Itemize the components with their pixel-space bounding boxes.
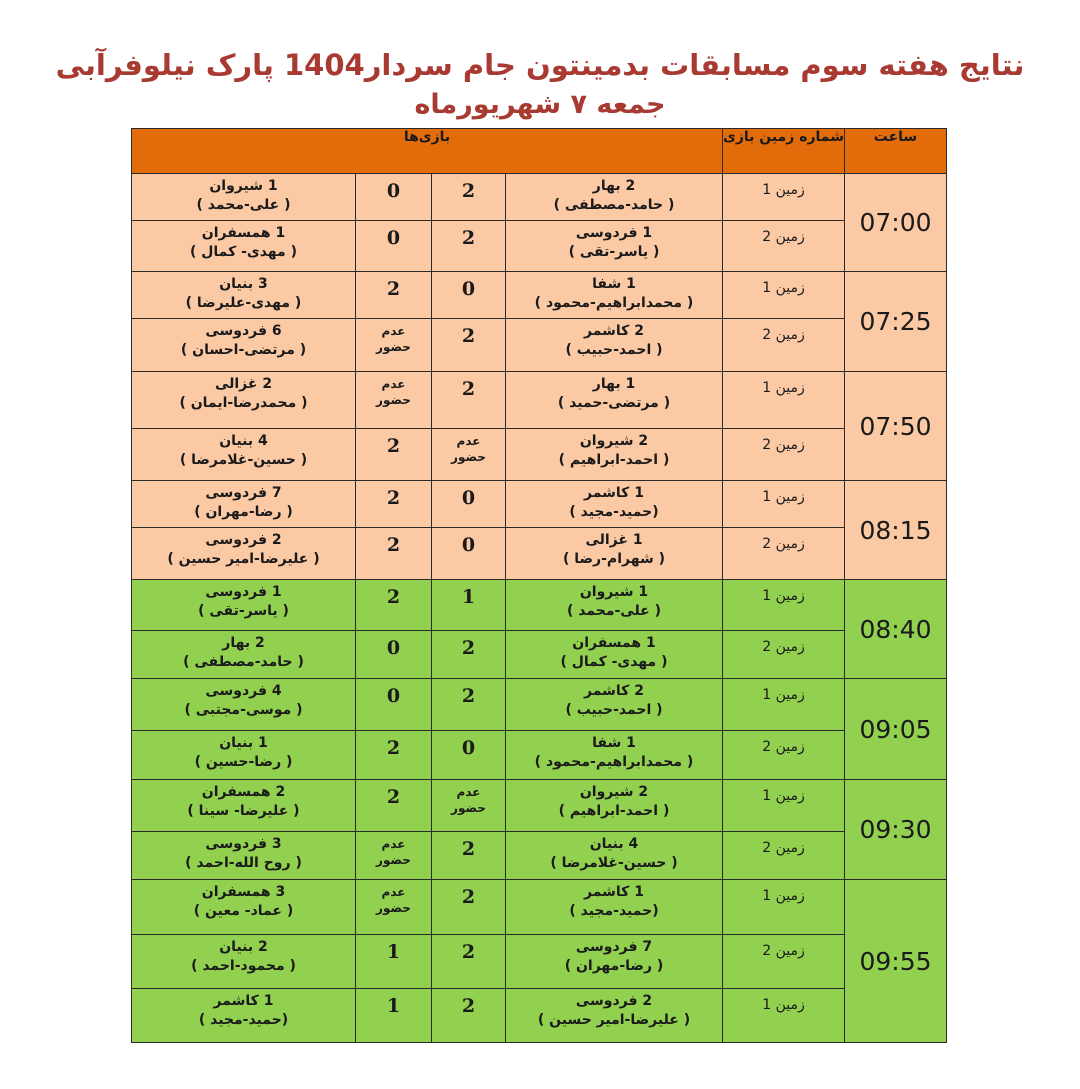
- absent-label: عدم حضور: [356, 832, 432, 880]
- away-team: [132, 731, 356, 780]
- team-name: 2 شیروان: [579, 784, 649, 800]
- team-players: ( حامد-مصطفی ): [183, 654, 304, 670]
- away-team: [132, 832, 356, 880]
- team-name: 2 غزالی: [214, 376, 273, 392]
- absent-label: عدم حضور: [356, 880, 432, 935]
- team-name: 7 فردوسی: [575, 939, 653, 955]
- home-team: [506, 319, 723, 372]
- team-name: 1 بنیان: [219, 735, 268, 751]
- home-team: [506, 679, 723, 731]
- score: 2: [432, 880, 506, 935]
- time-cell: 09:05: [845, 679, 947, 780]
- team-name: 2 کاشمر: [584, 683, 644, 699]
- away-team: [132, 679, 356, 731]
- score: 2: [356, 780, 432, 832]
- court-cell: زمین 1: [723, 174, 845, 221]
- match-row: [132, 880, 947, 935]
- team-name: 4 بنیان: [219, 433, 268, 449]
- team-players: ( علی-محمد ): [566, 603, 662, 619]
- absent-label: عدم حضور: [432, 429, 506, 481]
- team-players: ( شهرام-رضا ): [563, 551, 665, 567]
- team-name: 4 فردوسی: [205, 683, 282, 699]
- away-team: [132, 481, 356, 528]
- match-row: [132, 679, 947, 731]
- time-cell: 09:30: [845, 780, 947, 880]
- team-players: ( علی-محمد ): [196, 197, 291, 213]
- score: 2: [432, 935, 506, 989]
- team-players: ( محمدابراهیم-محمود ): [534, 295, 694, 311]
- time-cell: 08:15: [845, 481, 947, 580]
- score: 0: [356, 174, 432, 221]
- team-name: 1 شفا: [592, 735, 636, 751]
- team-players: ( مهدی- کمال ): [190, 244, 297, 260]
- team-name: 1 شیروان: [209, 178, 278, 194]
- score: 0: [432, 481, 506, 528]
- team-name: 1 کاشمر: [584, 884, 644, 900]
- score: 1: [356, 989, 432, 1043]
- time-cell: 07:25: [845, 272, 947, 372]
- team-name: 4 بنیان: [589, 836, 639, 852]
- score: 2: [432, 989, 506, 1043]
- team-players: ( حسین-غلامرضا ): [550, 855, 678, 871]
- page-title: نتایج هفته سوم مسابقات بدمینتون جام سردار1404 پارک نیلوفرآبی: [55, 48, 1025, 82]
- match-row: [132, 372, 947, 429]
- away-team: [132, 780, 356, 832]
- score: 2: [432, 631, 506, 679]
- court-cell: زمین 2: [723, 631, 845, 679]
- match-row: [132, 935, 947, 989]
- home-team: [506, 880, 723, 935]
- score: 0: [432, 528, 506, 580]
- team-name: 1 فردوسی: [575, 225, 653, 241]
- team-players: ( محمدابراهیم-محمود ): [534, 754, 694, 770]
- team-players: (حمید-مجید ): [569, 504, 659, 520]
- match-row: [132, 631, 947, 679]
- team-players: ( مهدی- کمال ): [560, 654, 668, 670]
- team-players: ( یاسر-تقی ): [568, 244, 660, 260]
- score: 2: [356, 731, 432, 780]
- match-row: [132, 221, 947, 272]
- court-cell: زمین 1: [723, 580, 845, 631]
- away-team: [132, 429, 356, 481]
- team-players: ( محمدرضا-ایمان ): [179, 395, 308, 411]
- team-players: ( رضا-حسین ): [194, 754, 293, 770]
- team-name: 7 فردوسی: [205, 485, 282, 501]
- team-name: 2 شیروان: [579, 433, 649, 449]
- court-cell: زمین 2: [723, 221, 845, 272]
- home-team: [506, 372, 723, 429]
- team-name: 1 فردوسی: [205, 584, 282, 600]
- home-team: [506, 780, 723, 832]
- score: 0: [356, 631, 432, 679]
- team-name: 1 کاشمر: [213, 993, 274, 1009]
- team-players: ( علیرضا-امیر حسین ): [167, 551, 320, 567]
- score: 2: [356, 580, 432, 631]
- home-team: [506, 631, 723, 679]
- score: 2: [356, 429, 432, 481]
- team-players: (حمید-مجید ): [569, 903, 659, 919]
- team-players: ( مهدی-علیرضا ): [185, 295, 302, 311]
- home-team: [506, 429, 723, 481]
- match-row: [132, 481, 947, 528]
- team-name: 2 فردوسی: [575, 993, 653, 1009]
- match-row: [132, 832, 947, 880]
- team-name: 2 بنیان: [219, 939, 268, 955]
- team-players: ( عماد- معین ): [193, 903, 294, 919]
- court-cell: زمین 2: [723, 319, 845, 372]
- match-row: [132, 174, 947, 221]
- court-cell: زمین 1: [723, 880, 845, 935]
- score: 2: [356, 272, 432, 319]
- team-name: 2 کاشمر: [584, 323, 644, 339]
- header-time: ساعت: [845, 129, 947, 174]
- court-cell: زمین 1: [723, 679, 845, 731]
- team-name: 1 همسفران: [201, 225, 286, 241]
- team-name: 2 همسفران: [201, 784, 286, 800]
- team-players: ( علیرضا-امیر حسین ): [537, 1012, 691, 1028]
- score: 2: [356, 481, 432, 528]
- team-name: 2 بهار: [222, 635, 265, 651]
- match-row: [132, 989, 947, 1043]
- results-body: [132, 174, 947, 1043]
- away-team: [132, 880, 356, 935]
- score: 0: [356, 221, 432, 272]
- match-row: [132, 429, 947, 481]
- team-players: ( رضا-مهران ): [194, 504, 293, 520]
- court-cell: زمین 2: [723, 429, 845, 481]
- match-row: [132, 272, 947, 319]
- time-cell: 07:00: [845, 174, 947, 272]
- home-team: [506, 832, 723, 880]
- team-players: ( احمد-حبیب ): [565, 342, 663, 358]
- team-players: ( محمود-احمد ): [191, 958, 296, 974]
- team-name: 1 شیروان: [579, 584, 649, 600]
- match-row: [132, 780, 947, 832]
- team-name: 1 کاشمر: [584, 485, 644, 501]
- page-subtitle: جمعه ۷ شهریورماه: [414, 89, 666, 120]
- team-players: ( احمد-ابراهیم ): [558, 803, 670, 819]
- score: 1: [356, 935, 432, 989]
- court-cell: زمین 1: [723, 481, 845, 528]
- time-cell: 08:40: [845, 580, 947, 679]
- away-team: [132, 372, 356, 429]
- team-name: 1 شفا: [592, 276, 636, 292]
- score: 0: [356, 679, 432, 731]
- away-team: [132, 631, 356, 679]
- score: 2: [432, 174, 506, 221]
- home-team: [506, 272, 723, 319]
- court-cell: زمین 1: [723, 989, 845, 1043]
- header-court: شماره زمین بازی: [723, 129, 845, 174]
- time-cell: 07:50: [845, 372, 947, 481]
- team-name: 2 فردوسی: [205, 532, 282, 548]
- score: 0: [432, 272, 506, 319]
- team-players: ( حامد-مصطفی ): [553, 197, 675, 213]
- team-players: ( احمد-حبیب ): [565, 702, 663, 718]
- absent-label: عدم حضور: [432, 780, 506, 832]
- results-table: [131, 128, 947, 1043]
- court-cell: زمین 2: [723, 731, 845, 780]
- court-cell: زمین 2: [723, 935, 845, 989]
- home-team: [506, 580, 723, 631]
- score: 2: [432, 372, 506, 429]
- team-players: ( روح الله-احمد ): [185, 855, 302, 871]
- team-name: 1 بهار: [592, 376, 636, 392]
- court-cell: زمین 1: [723, 372, 845, 429]
- away-team: [132, 935, 356, 989]
- score: 0: [432, 731, 506, 780]
- court-cell: زمین 2: [723, 528, 845, 580]
- away-team: [132, 174, 356, 221]
- team-name: 2 بهار: [592, 178, 636, 194]
- time-cell: 09:55: [845, 880, 947, 1043]
- home-team: [506, 935, 723, 989]
- court-cell: زمین 1: [723, 780, 845, 832]
- match-row: [132, 731, 947, 780]
- team-name: 3 بنیان: [219, 276, 268, 292]
- team-players: ( رضا-مهران ): [564, 958, 664, 974]
- home-team: [506, 174, 723, 221]
- score: 1: [432, 580, 506, 631]
- home-team: [506, 731, 723, 780]
- team-players: ( مرتضی-احسان ): [180, 342, 307, 358]
- score: 2: [432, 679, 506, 731]
- team-name: 3 همسفران: [201, 884, 286, 900]
- score: 2: [432, 221, 506, 272]
- home-team: [506, 481, 723, 528]
- home-team: [506, 528, 723, 580]
- team-name: 1 غزالی: [585, 532, 643, 548]
- absent-label: عدم حضور: [356, 319, 432, 372]
- team-players: ( احمد-ابراهیم ): [558, 452, 670, 468]
- away-team: [132, 221, 356, 272]
- score: 2: [432, 832, 506, 880]
- team-name: 6 فردوسی: [205, 323, 282, 339]
- header-row: [132, 129, 947, 174]
- absent-label: عدم حضور: [356, 372, 432, 429]
- match-row: [132, 319, 947, 372]
- away-team: [132, 580, 356, 631]
- away-team: [132, 989, 356, 1043]
- away-team: [132, 272, 356, 319]
- score: 2: [356, 528, 432, 580]
- home-team: [506, 221, 723, 272]
- court-cell: زمین 2: [723, 832, 845, 880]
- team-players: ( علیرضا- سینا ): [187, 803, 300, 819]
- team-players: ( یاسر-تقی ): [198, 603, 289, 619]
- header-games: بازی‌ها: [132, 129, 723, 174]
- court-cell: زمین 1: [723, 272, 845, 319]
- team-players: ( مرتضی-حمید ): [557, 395, 671, 411]
- home-team: [506, 989, 723, 1043]
- team-name: 3 فردوسی: [205, 836, 282, 852]
- match-row: [132, 528, 947, 580]
- team-players: (حمید-مجید ): [198, 1012, 289, 1028]
- team-players: ( موسی-مجتبی ): [184, 702, 303, 718]
- away-team: [132, 528, 356, 580]
- score: 2: [432, 319, 506, 372]
- team-name: 1 همسفران: [572, 635, 656, 651]
- away-team: [132, 319, 356, 372]
- match-row: [132, 580, 947, 631]
- team-players: ( حسین-غلامرضا ): [179, 452, 308, 468]
